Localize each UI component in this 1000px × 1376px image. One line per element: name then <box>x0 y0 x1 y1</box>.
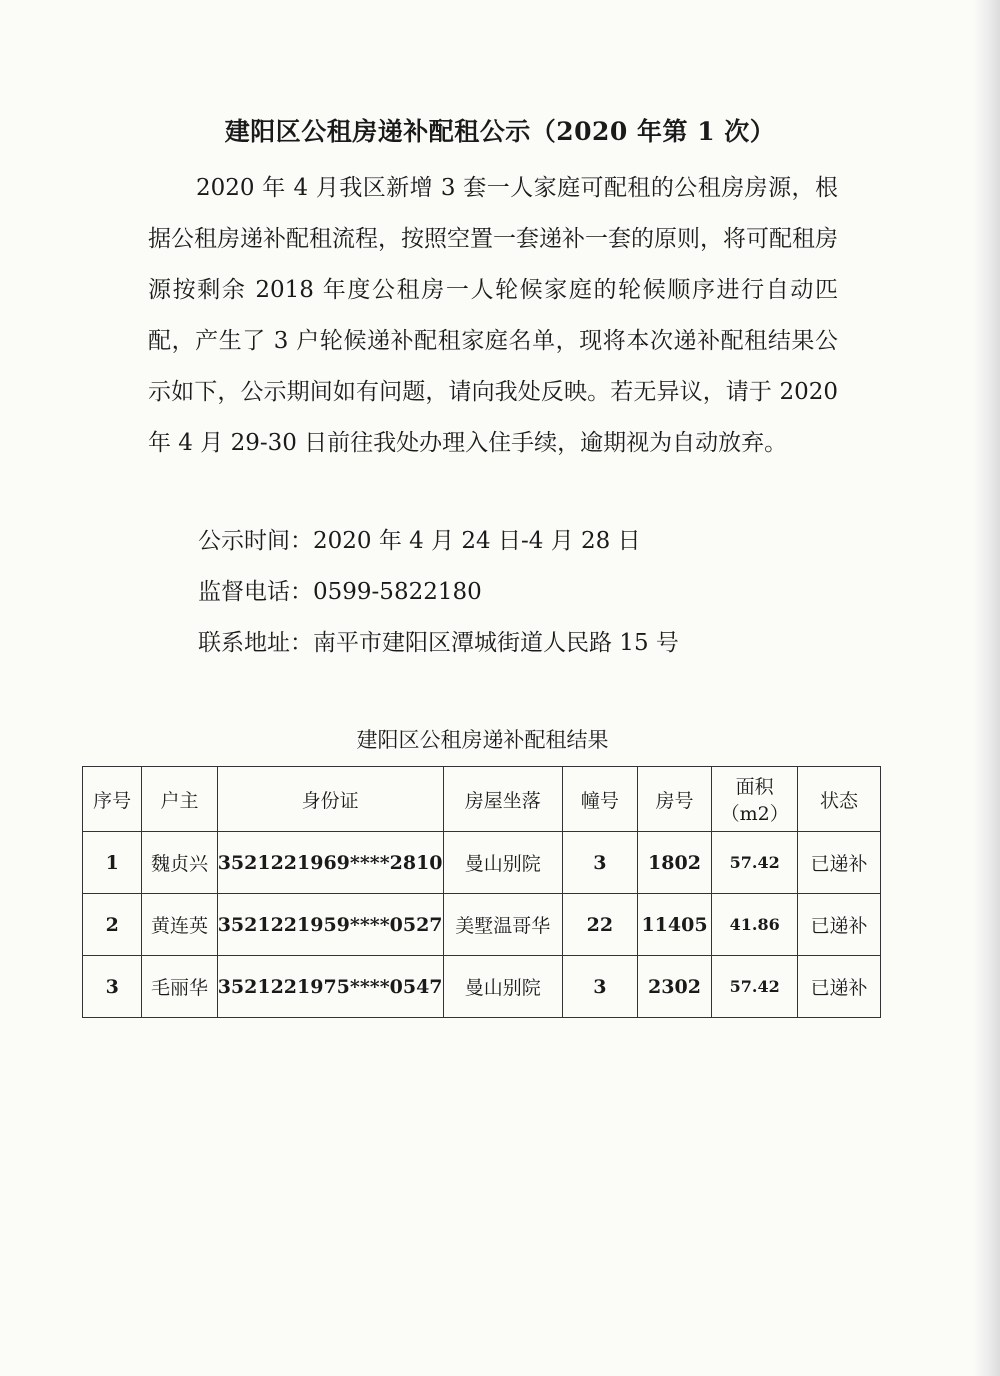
cell-building: 3 <box>562 832 637 894</box>
cell-area: 57.42 <box>712 956 798 1018</box>
cell-building: 3 <box>562 956 637 1018</box>
header-status: 状态 <box>798 767 881 832</box>
notice-body <box>148 163 838 469</box>
cell-area: 57.42 <box>712 832 798 894</box>
header-id-card: 身份证 <box>217 767 443 832</box>
table-header-row <box>83 767 881 832</box>
cell-room: 2302 <box>637 956 712 1018</box>
result-table <box>82 766 881 1018</box>
cell-status: 已递补 <box>798 956 881 1018</box>
notice-period: 公示时间：2020 年 4 月 24 日-4 月 28 日 <box>198 528 641 554</box>
header-householder: 户主 <box>142 767 217 832</box>
cell-status: 已递补 <box>798 894 881 956</box>
notice-paragraph: 2020 年 4 月我区新增 3 套一人家庭可配租的公租房房源，根据公租房递补配租流程，按照空置一套递补一套的原则，将可配租房源按剩余 2018 年度公租房一人轮候家庭的轮候顺序进行自动匹配，产生了 3 户轮候递补配租家庭名单，现将本次递补配租结果公示如下，公示期间如有问题，请向我处反映。若无异议，请于 2020 年 4 月 29-30 日前往我处办理入住手续，逾期视为自动放弃。 <box>148 175 838 456</box>
cell-id-card: 3521221969****2810 <box>217 832 443 894</box>
cell-householder: 毛丽华 <box>142 956 217 1018</box>
header-location: 房屋坐落 <box>443 767 562 832</box>
cell-status: 已递补 <box>798 832 881 894</box>
document-title: 建阳区公租房递补配租公示（2020 年第 1 次） <box>224 117 776 146</box>
cell-householder: 黄连英 <box>142 894 217 956</box>
cell-index: 1 <box>83 832 142 894</box>
header-index: 序号 <box>83 767 142 832</box>
cell-location: 曼山别院 <box>443 832 562 894</box>
header-room: 房号 <box>637 767 712 832</box>
cell-room: 1802 <box>637 832 712 894</box>
cell-id-card: 3521221959****0527 <box>217 894 443 956</box>
scan-edge-shadow <box>974 0 1000 1376</box>
cell-location: 曼山别院 <box>443 956 562 1018</box>
cell-id-card: 3521221975****0547 <box>217 956 443 1018</box>
cell-householder: 魏贞兴 <box>142 832 217 894</box>
header-area: 面积（m2） <box>712 767 798 832</box>
cell-index: 2 <box>83 894 142 956</box>
contact-address: 联系地址：南平市建阳区潭城街道人民路 15 号 <box>198 630 679 656</box>
cell-area: 41.86 <box>712 894 798 956</box>
cell-location: 美墅温哥华 <box>443 894 562 956</box>
cell-building: 22 <box>562 894 637 956</box>
table-title: 建阳区公租房递补配租结果 <box>356 728 609 752</box>
table-row <box>83 956 881 1018</box>
supervision-phone: 监督电话：0599-5822180 <box>198 579 482 605</box>
header-building: 幢号 <box>562 767 637 832</box>
cell-room: 11405 <box>637 894 712 956</box>
table-row <box>83 894 881 956</box>
cell-index: 3 <box>83 956 142 1018</box>
table-row <box>83 832 881 894</box>
